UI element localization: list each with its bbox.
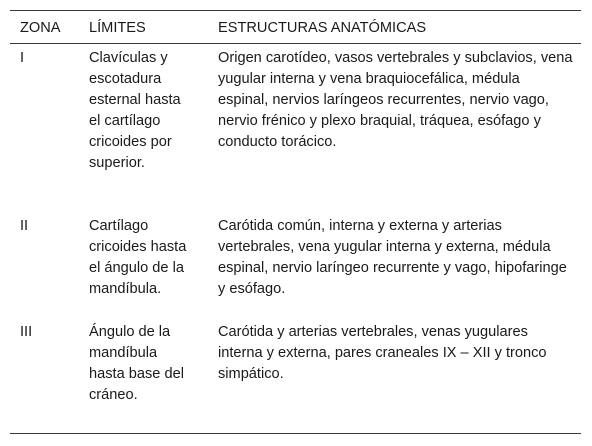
cell-estructuras: Origen carotídeo, vasos vertebrales y subclavios, vena yugular interna y vena braquiocefálica, médula espinal, nervios laríngeos recurrentes, nervio vago, nervio frénico y plexo braquial, tráquea, esófago y conducto torácico. [218,50,573,150]
cell-estructuras: Carótida y arterias vertebrales, venas yugulares interna y externa, pares craneales IX – XII y tronco simpático. [218,324,547,382]
table-row [10,212,581,318]
anatomy-zones-table [10,10,581,434]
cell-zona: I [20,50,25,66]
cell-limites: Clavículas y escotadura esternal hasta el cartílago cricoides por superior. [89,50,181,171]
cell-limites: Cartílago cricoides hasta el ángulo de la mandíbula. [89,218,187,297]
cell-zona: III [20,324,33,340]
cell-zona: II [20,218,29,234]
header-estructuras: ESTRUCTURAS ANATÓMICAS [218,20,427,36]
cell-limites: Ángulo de la mandíbula hasta base del cráneo. [89,324,184,403]
table-row [10,318,581,433]
header-limites: LÍMITES [89,20,146,36]
table-header-row [10,11,581,44]
table-row [10,44,581,212]
header-zona: ZONA [20,20,61,36]
cell-estructuras: Carótida común, interna y externa y arterias vertebrales, vena yugular interna y externa, médula espinal, nervio laríngeo recurrente y vago, hipofaringe y esófago. [218,218,567,297]
